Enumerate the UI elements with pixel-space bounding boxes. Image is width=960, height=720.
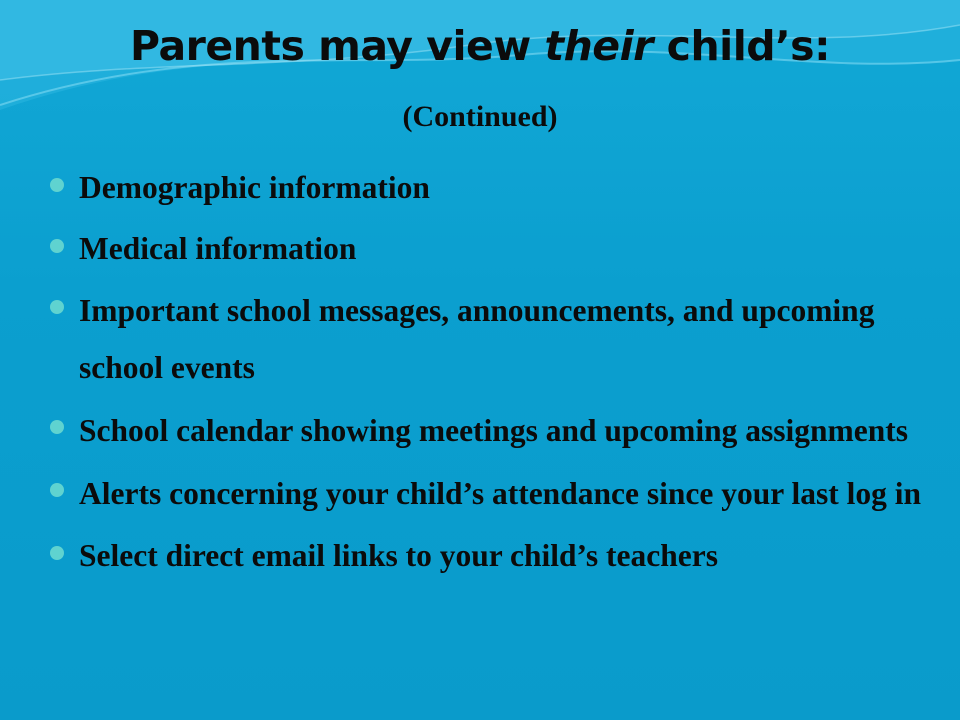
bullet-item xyxy=(50,221,930,276)
bullet-item xyxy=(50,528,930,583)
bullet-text: Select direct email links to your child’s teachers xyxy=(79,538,718,573)
title-text-end: child’s: xyxy=(652,22,830,70)
bullet-item xyxy=(50,402,930,459)
bullet-text: Alerts concerning your child’s attendance since your last log in xyxy=(79,476,922,511)
title-emphasis: their xyxy=(544,22,653,70)
bullet-text: School calendar showing meetings and upcoming assignments xyxy=(79,413,909,448)
bullet-dot-icon xyxy=(50,300,64,314)
slide-title xyxy=(0,22,960,70)
title-text-start: Parents may view xyxy=(130,22,545,70)
bullet-list xyxy=(50,160,930,589)
bullet-dot-icon xyxy=(50,546,64,560)
bullet-text: Demographic information xyxy=(79,170,430,205)
bullet-text: Medical information xyxy=(79,231,357,266)
bullet-item xyxy=(50,465,930,522)
bullet-dot-icon xyxy=(50,483,64,497)
bullet-text: Important school messages, announcements, and upcoming school events xyxy=(79,293,875,385)
bullet-item xyxy=(50,160,930,215)
bullet-item xyxy=(50,282,930,396)
bullet-dot-icon xyxy=(50,178,64,192)
slide-subtitle: (Continued) xyxy=(402,100,558,133)
bullet-dot-icon xyxy=(50,239,64,253)
bullet-dot-icon xyxy=(50,420,64,434)
